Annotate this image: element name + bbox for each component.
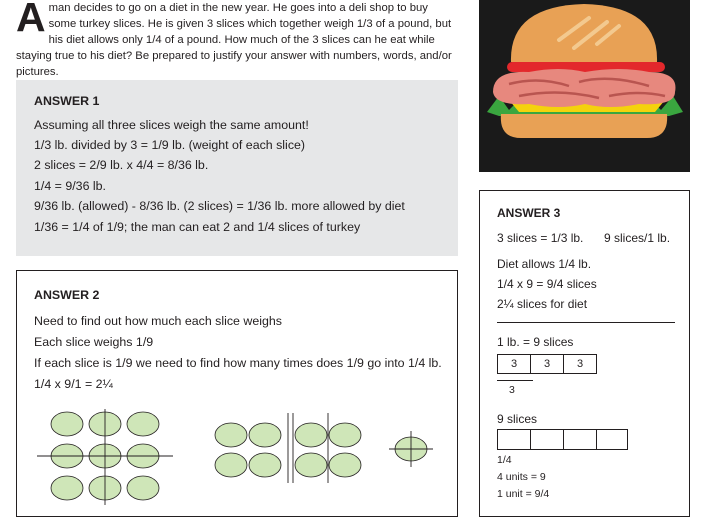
tape-cell	[596, 429, 628, 450]
sandwich-icon	[479, 0, 690, 172]
answer-2-line: 1/4 x 9/1 = 2¼	[34, 377, 113, 391]
answer-3-unit-line: 1 lb. = 9 slices	[497, 335, 574, 349]
answer-1-line: 1/4 = 9/36 lb.	[34, 179, 106, 193]
answer-3-bottom-line: 4 units = 9	[497, 471, 546, 483]
answer-3-row1-left: 3 slices = 1/3 lb.	[497, 231, 584, 245]
answer-3-bottom-line: 1 unit = 9/4	[497, 488, 550, 500]
below-cell-value: 3	[509, 384, 515, 396]
answer-3-row1-right: 9 slices/1 lb.	[604, 231, 671, 245]
drop-cap: A	[16, 0, 46, 40]
problem-statement	[16, 0, 458, 80]
divider	[497, 322, 675, 323]
answer-3-line: 1/4 x 9 = 9/4 slices	[497, 277, 597, 291]
eight-slices-diagram	[207, 411, 371, 485]
quarter-slice-diagram	[389, 429, 433, 469]
answer-1-line: 2 slices = 2/9 lb. x 4/4 = 8/36 lb.	[34, 158, 209, 172]
problem-text: man decides to go on a diet in the new year. He goes into a deli shop to buy some turkey slices. He is given 3 slices which together weigh 1/3 of a pound, but his diet allows only 1/4 of a pound. How much of the 3 slices can he eat while staying true to his diet? Be prepared to justify your answer with numbers, words, and/or pictures.	[16, 2, 452, 78]
answer-1-line: Assuming all three slices weigh the same amount!	[34, 118, 309, 132]
answer-3-bottom-line: 1/4	[497, 454, 512, 466]
nine-slices-diagram	[35, 409, 175, 507]
bar-cell: 3	[563, 354, 597, 374]
answer-1-title: ANSWER 1	[34, 94, 100, 108]
tape-cell	[497, 429, 531, 450]
tape-cell	[530, 429, 564, 450]
answer-3-line: 2¼ slices for diet	[497, 297, 588, 311]
answer-3-line: Diet allows 1/4 lb.	[497, 257, 592, 271]
answer-2-line: Each slice weighs 1/9	[34, 335, 154, 349]
answer-2-line: If each slice is 1/9 we need to find how many times does 1/9 go into 1/4 lb.	[34, 356, 442, 370]
fraction-bar	[497, 380, 533, 381]
nine-slices-label: 9 slices	[497, 412, 538, 426]
answer-3-title: ANSWER 3	[497, 206, 561, 220]
answer-1-line: 9/36 lb. (allowed) - 8/36 lb. (2 slices) = 1/36 lb. more allowed by diet	[34, 199, 405, 213]
answer-3-panel	[479, 190, 690, 517]
answer-2-line: Need to find out how much each slice weighs	[34, 314, 282, 328]
answer-1-line: 1/3 lb. divided by 3 = 1/9 lb. (weight of each slice)	[34, 138, 306, 152]
bar-cell: 3	[530, 354, 564, 374]
sandwich-illustration	[479, 0, 690, 172]
answer-1-panel	[16, 80, 458, 256]
bar-cell: 3	[497, 354, 531, 374]
answer-1-line: 1/36 = 1/4 of 1/9; the man can eat 2 and 1/4 slices of turkey	[34, 220, 361, 234]
tape-cell	[563, 429, 597, 450]
answer-2-title: ANSWER 2	[34, 288, 100, 302]
answer-2-panel	[16, 270, 458, 517]
